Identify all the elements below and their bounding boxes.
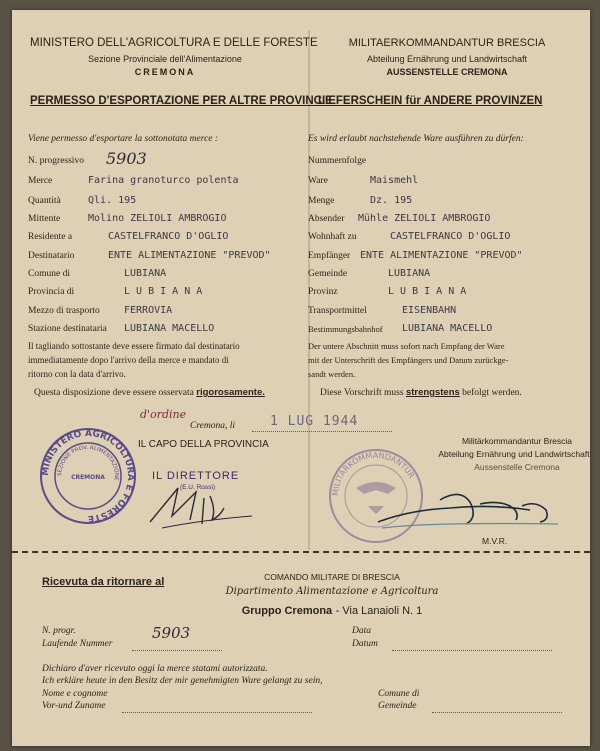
label-transportmittel: Transportmittel [308,306,367,316]
date-line [252,431,392,432]
document-paper [12,10,590,746]
right-header-office: AUSSENSTELLE CREMONA [386,67,508,77]
receipt-laufende-label: Laufende Nummer [42,639,113,649]
value-provincia: L U B I A N A [124,286,203,297]
note-right-4b: strengstens [405,387,460,398]
signature-right [370,480,570,540]
value-destinatario: ENTE ALIMENTAZIONE "PREVOD" [108,250,271,261]
ordine-stamp: d'ordine [140,408,187,421]
value-provinz: L U B I A N A [388,286,467,297]
receipt-org-1: COMANDO MILITARE DI BRESCIA [264,572,400,582]
note-left-4 [34,387,265,398]
capo-provincia: IL CAPO DELLA PROVINCIA [138,439,269,450]
note-left-4a: Questa disposizione deve essere osservata [34,388,194,398]
stamp-right-ring-text: MILITÄRKOMMANDANTUR [330,450,417,497]
signature-left [142,480,262,535]
label-wohnhaft: Wohnhaft zu [308,232,357,242]
value-residente: CASTELFRANCO D'OGLIO [108,231,229,242]
label-mittente: Mittente [28,214,61,224]
label-bestimmungsbahnhof: Bestimmungsbahnhof [308,324,383,334]
value-n-progressivo: 5903 [106,149,147,168]
tear-off-perforation [12,551,590,553]
receipt-org-3 [192,604,472,617]
value-mittente: Molino ZELIOLI AMBROGIO [88,213,227,224]
value-mezzo: FERROVIA [124,305,173,316]
label-absender: Absender [308,214,345,224]
label-quantita: Quantità [28,196,61,206]
label-nummernfolge: Nummernfolge [308,156,367,166]
receipt-org-2: Dipartimento Alimentazione e Agricoltura [225,586,439,597]
receipt-org-3b: - Via Lanaioli N. 1 [335,605,423,617]
stamp-left-center: CREMONA [71,474,105,481]
value-gemeinde: LUBIANA [388,268,431,279]
mil-line-2: Abteilung Ernährung und Landwirtschaft [438,449,590,459]
value-comune: LUBIANA [124,268,167,279]
receipt-number-line [132,650,222,651]
mil-line-1: Militärkommandantur Brescia [461,436,573,446]
label-empfaenger: Empfänger [308,251,351,261]
note-right-2: mit der Unterschrift des Empfängers und Datum zurückge- [308,355,509,365]
label-n-progressivo: N. progressivo [28,156,84,166]
left-header-ministry: MINISTERO DELL'AGRICOLTURA E DELLE FORESTE [30,37,318,49]
left-intro: Viene permesso d'esportare la sottonotata merce : [28,134,219,144]
value-wohnhaft: CASTELFRANCO D'OGLIO [390,231,511,242]
label-ware: Ware [308,176,328,186]
left-doc-title: PERMESSO D'ESPORTAZIONE PER ALTRE PROVINCIE [30,95,333,107]
note-right-1: Der untere Abschnitt muss sofort nach Empfang der Ware [308,341,505,351]
label-gemeinde: Gemeinde [308,269,348,279]
note-right-4a: Diese Vorschrift muss [320,388,404,398]
value-quantita: Qli. 195 [88,195,137,206]
right-doc-title: LIEFERSCHEIN für ANDERE PROVINZEN [318,95,543,107]
value-stazione: LUBIANA MACELLO [124,323,215,334]
label-provinz: Provinz [308,287,338,297]
note-right-3: sandt werden. [308,369,356,379]
receipt-name-line [122,712,312,713]
value-bahnhof: LUBIANA MACELLO [402,323,493,334]
direttore-note: (E.U. Rossi) [180,484,216,491]
receipt-title: Ricevuta da ritornare al [42,576,165,588]
label-destinatario: Destinatario [28,251,75,261]
note-left-1: Il tagliando sottostante deve essere firmato dal destinatario [28,341,240,351]
value-ware: Maismehl [370,175,419,186]
receipt-comune-line [432,712,562,713]
label-provincia: Provincia di [28,287,75,297]
label-menge: Menge [308,196,335,206]
label-comune: Comune di [28,269,70,279]
right-header-department: Abteilung Ernährung und Landwirtschaft [366,54,528,64]
right-intro: Es wird erlaubt nachstehende Ware ausführen zu dürfen: [308,134,524,144]
stamp-left [38,426,138,526]
right-header-command: MILITAERKOMMANDANTUR BRESCIA [348,37,546,49]
left-header-section: Sezione Provinciale dell'Alimentazione [88,54,242,64]
receipt-data-label: Data [352,626,371,636]
receipt-nome-label: Nome e cognome [42,689,108,699]
label-mezzo: Mezzo di trasporto [28,306,100,316]
mvr-label: M.V.R. [482,536,508,546]
value-merce: Farina granoturco polenta [88,175,239,186]
value-empfaenger: ENTE ALIMENTAZIONE "PREVOD" [360,250,523,261]
label-merce: Merce [28,176,53,186]
direttore-stamp: IL DIRETTORE [152,470,240,482]
receipt-decl-de: Ich erkläre heute in den Besitz der mir genehmigten Ware gelangt zu sein, [42,676,323,686]
stamp-left-inner-text: SEZIONE PROV. ALIMENTAZIONE [56,444,120,481]
note-left-2: immediatamente dopo l'arrivo della merce e mandato di [28,355,229,365]
receipt-nprog-label: N. progr. [42,626,76,636]
value-absender: Mühle ZELIOLI AMBROGIO [358,213,491,224]
mil-line-3: Aussenstelle Cremona [474,462,560,472]
receipt-datum-label: Datum [352,639,378,649]
receipt-comune-label: Comune di [378,689,420,699]
receipt-org-3a: Gruppo Cremona [241,605,333,617]
note-left-4b: rigorosamente. [196,387,265,398]
receipt-gemeinde-label: Gemeinde [378,701,417,711]
value-menge: Dz. 195 [370,195,413,206]
date-stamp: 1 LUG 1944 [270,414,359,429]
label-residente: Residente a [28,232,73,242]
label-stazione: Stazione destinataria [28,324,107,334]
value-transport: EISENBAHN [402,305,457,316]
receipt-vorname-label: Vor-und Zuname [42,701,106,711]
note-right-4 [320,387,522,398]
note-right-4c: befolgt werden. [462,388,522,398]
note-left-3: ritorno con la data d'arrivo. [28,369,126,379]
left-header-city: CREMONA [134,67,196,77]
date-place: Cremona, li [190,421,236,431]
receipt-decl-it: Dichiaro d'aver ricevuto oggi la merce statami autorizzata. [42,664,268,674]
stamp-left-ring-text: MINISTERO AGRICOLTURA E FORESTE [40,428,136,524]
receipt-number: 5903 [152,624,191,642]
receipt-date-line [392,650,552,651]
